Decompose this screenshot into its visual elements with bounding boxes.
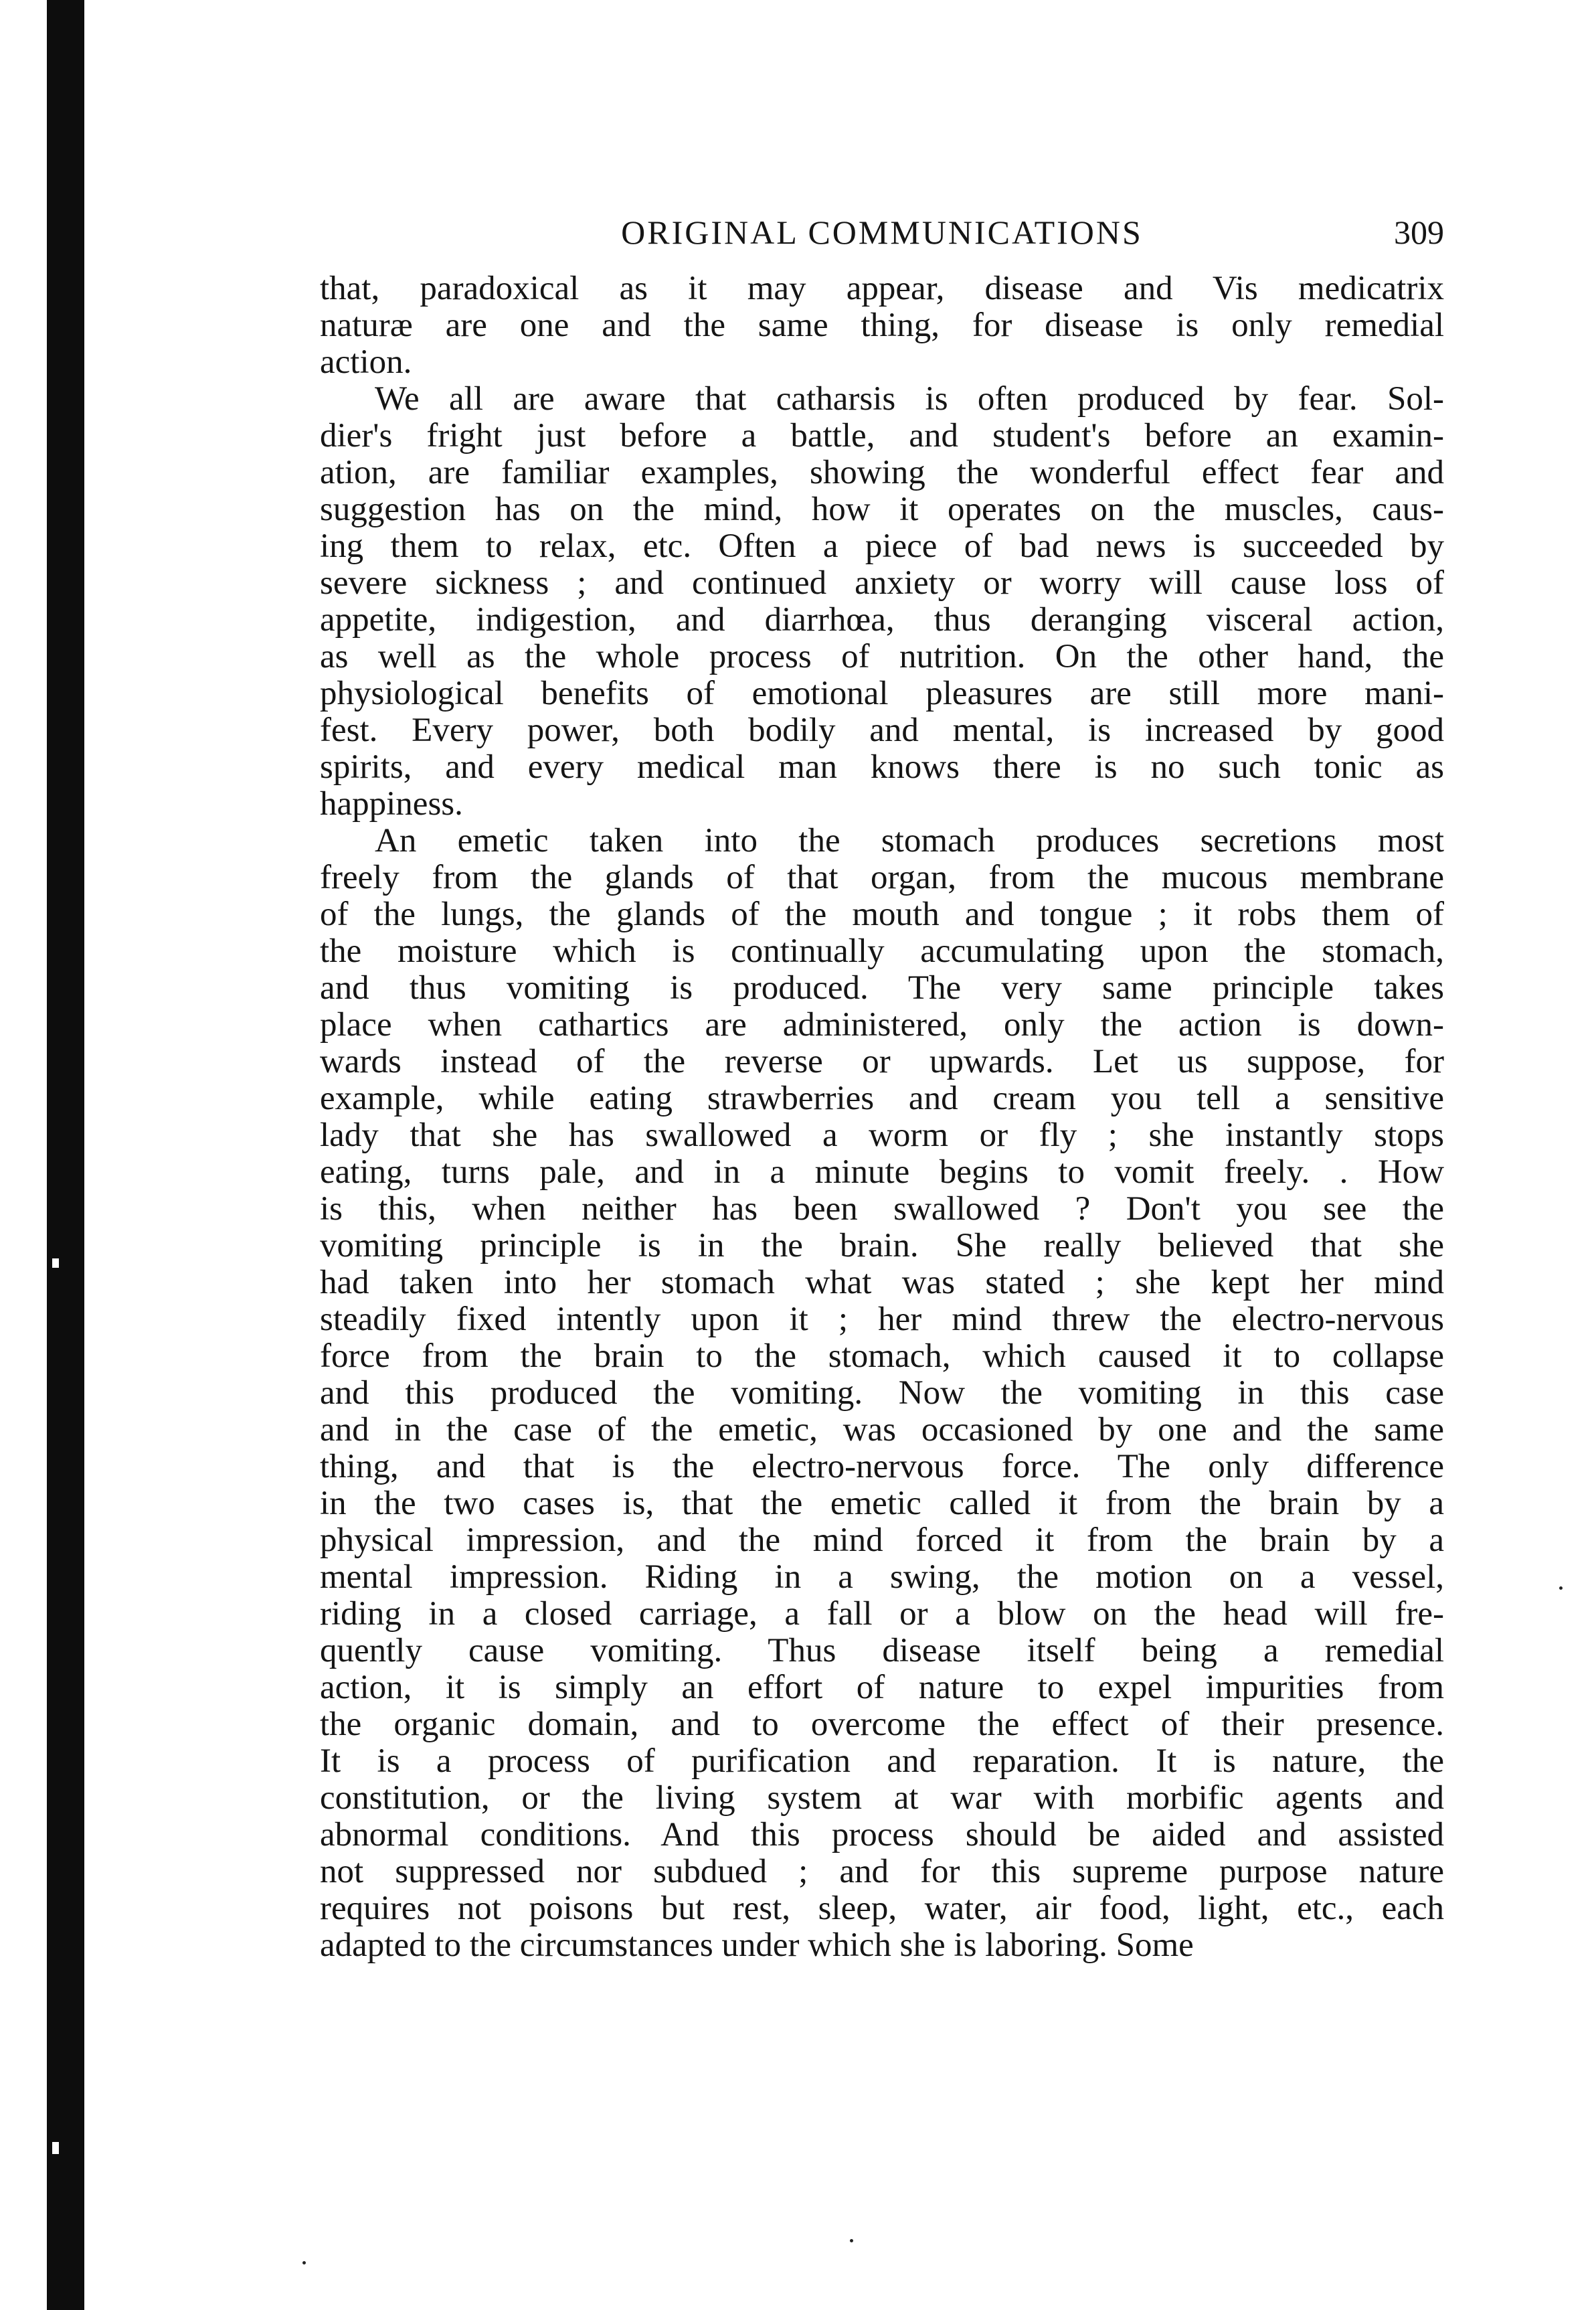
text-line: vomiting principle is in the brain. She really believed that she [320,1227,1444,1264]
text-line: lady that she has swallowed a worm or fly ; she instantly stops [320,1117,1444,1154]
paper-speck [302,2261,306,2264]
text-line: naturæ are one and the same thing, for disease is only remedial [320,307,1444,344]
text-line: freely from the glands of that organ, from the mucous membrane [320,859,1444,896]
text-line: We all are aware that catharsis is often produced by fear. Sol- [375,380,1444,418]
paragraph [320,381,1444,823]
text-line: ing them to relax, etc. Often a piece of bad news is succeeded by [320,527,1444,565]
text-line: constitution, or the living system at war with morbific agents and [320,1779,1444,1817]
text-line: fest. Every power, both bodily and mental, is increased by good [320,712,1444,749]
text-line: of the lungs, the glands of the mouth and tongue ; it robs them of [320,896,1444,933]
text-line: An emetic taken into the stomach produces secretions most [375,822,1444,859]
text-line: requires not poisons but rest, sleep, water, air food, light, etc., each [320,1890,1444,1927]
text-line: example, while eating strawberries and cream you tell a sensitive [320,1080,1444,1117]
text-line: place when cathartics are administered, only the action is down- [320,1006,1444,1044]
text-line: happiness. [320,785,463,823]
book-page [320,208,1444,1964]
text-line: ation, are familiar examples, showing the wonderful effect fear and [320,454,1444,491]
page-binding-edge [47,0,84,2310]
paragraph [320,270,1444,381]
text-line: thing, and that is the electro-nervous force. The only difference [320,1448,1444,1485]
body-text [320,270,1444,1964]
text-line: suggestion has on the mind, how it operates on the muscles, caus- [320,491,1444,528]
text-line: mental impression. Riding in a swing, the motion on a vessel, [320,1558,1444,1596]
text-line: It is a process of purification and reparation. It is nature, the [320,1742,1444,1780]
paper-speck [1559,1586,1563,1590]
text-line: adapted to the circumstances under which she is laboring. Some [320,1926,1194,1964]
text-line: and in the case of the emetic, was occasioned by one and the same [320,1411,1444,1449]
text-line: steadily fixed intently upon it ; her mind threw the electro-nervous [320,1301,1444,1338]
text-line: and thus vomiting is produced. The very same principle takes [320,969,1444,1007]
text-line: physical impression, and the mind forced it from the brain by a [320,1521,1444,1559]
text-line: the organic domain, and to overcome the effect of their presence. [320,1706,1444,1743]
text-line: and this produced the vomiting. Now the vomiting in this case [320,1374,1444,1412]
text-line: that, paradoxical as it may appear, disease and Vis medicatrix [320,270,1444,307]
text-line: appetite, indigestion, and diarrhœa, thus deranging visceral action, [320,601,1444,639]
text-line: is this, when neither has been swallowed ? Don't you see the [320,1190,1444,1228]
text-line: dier's fright just before a battle, and student's before an examin- [320,417,1444,455]
binding-speck [52,2142,59,2154]
text-line: as well as the whole process of nutrition. On the other hand, the [320,638,1444,675]
text-line: abnormal conditions. And this process should be aided and assisted [320,1816,1444,1853]
text-line: eating, turns pale, and in a minute begins to vomit freely. . How [320,1153,1444,1191]
binding-speck [52,1258,59,1268]
text-line: the moisture which is continually accumulating upon the stomach, [320,932,1444,970]
running-header [320,208,1444,261]
text-line: severe sickness ; and continued anxiety or worry will cause loss of [320,564,1444,602]
text-line: had taken into her stomach what was stated ; she kept her mind [320,1264,1444,1301]
text-line: riding in a closed carriage, a fall or a blow on the head will fre- [320,1595,1444,1633]
text-line: in the two cases is, that the emetic called it from the brain by a [320,1485,1444,1522]
text-line: spirits, and every medical man knows there is no such tonic as [320,748,1444,786]
text-line: not suppressed nor subdued ; and for this supreme purpose nature [320,1853,1444,1890]
paragraph [320,823,1444,1964]
page-number: 309 [1394,214,1444,251]
text-line: force from the brain to the stomach, which caused it to collapse [320,1337,1444,1375]
text-line: action, it is simply an effort of nature to expel impurities from [320,1669,1444,1706]
text-line: action. [320,343,412,381]
text-line: physiological benefits of emotional pleasures are still more mani- [320,675,1444,712]
text-line: wards instead of the reverse or upwards. Let us suppose, for [320,1043,1444,1080]
running-title: ORIGINAL COMMUNICATIONS [621,214,1143,251]
text-line: quently cause vomiting. Thus disease itself being a remedial [320,1632,1444,1669]
paper-speck [850,2239,853,2242]
